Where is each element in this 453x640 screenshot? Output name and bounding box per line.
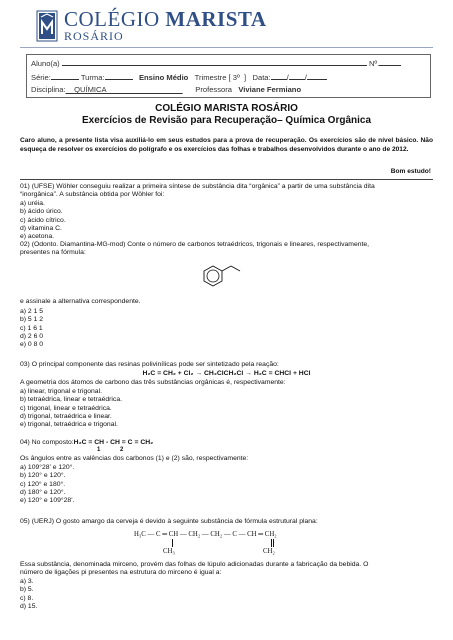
q3-question: A geometria dos átomos de carbono das três substâncias orgânicas é, respectivamente: — [20, 379, 286, 386]
q1-option-c[interactable]: c) ácido cítrico. — [20, 216, 66, 224]
document-subtitle: Exercícios de Revisão para Recuperação– Química Orgânica — [81, 115, 372, 126]
q5-statement: 05) (UERJ) O gosto amargo da cerveja é devido à seguinte substância de fórmula estrutural plana: — [20, 518, 318, 525]
school-city: ROSÁRIO — [64, 29, 124, 43]
date-month-field[interactable] — [289, 71, 305, 80]
myrcene-substituent-1: CH₃ — [163, 548, 175, 555]
q3-option-d[interactable]: d) trigonal, tetraédrica e linear. — [20, 412, 112, 420]
intro-paragraph: Caro aluno, a presente lista visa auxiliá-lo em seus estudos para a prova de recuperação. Os exercícios são de nível básico. Não esqueça de resolver os exercícios do polígrafo e os exercícios das folhas e trabalhos desenvolvidos durante o ano de 2012. — [20, 137, 433, 154]
q4-carbon-label-1: 1 — [97, 447, 101, 453]
school-logo — [36, 8, 267, 43]
q1-option-b[interactable]: b) ácido úrico. — [20, 208, 63, 216]
q2-option-b[interactable]: b) 5 1 2 — [20, 316, 44, 324]
q3-equation: H₂C = CH₂ + Cl₂ → CH₂ClCH₂Cl → H₂C = CHCl + HCl — [142, 370, 311, 377]
q3-option-a[interactable]: a) linear, trigonal e trigonal. — [20, 388, 102, 395]
q4-option-d[interactable]: d) 180° e 120°. — [20, 488, 66, 496]
q3-option-b[interactable]: b) tetraédrica, linear e tetraédrica. — [20, 396, 123, 404]
school-name: COLÉGIO MARISTA — [64, 7, 267, 31]
signoff-text: Bom estudo! — [390, 168, 431, 175]
q1-statement: 01) (UFSE) Wöhler conseguiu realizar a primeira síntese de substância dita “orgânica” a partir de uma substância dita “inorgânica”. A substância obtida por Wöhler foi: — [20, 183, 375, 199]
student-info-box — [26, 54, 431, 98]
q4-statement: 04) No composto:H₂C = CH - CH = C = CH₂ — [20, 439, 154, 446]
intro-divider — [20, 179, 433, 180]
q3-options — [20, 388, 433, 429]
turma-field[interactable] — [105, 71, 133, 80]
q5-option-b[interactable]: b) 5. — [20, 586, 34, 594]
q4-option-b[interactable]: b) 120° e 120°. — [20, 472, 66, 480]
myrcene-bond-2 — [271, 539, 274, 547]
info-row-discipline: Disciplina:__QUÍMICA__________________ Professora Viviane Fermiano — [31, 85, 302, 94]
propylbenzene-structure — [200, 258, 252, 298]
date-day-field[interactable] — [271, 71, 287, 80]
q2-option-a[interactable]: a) 2 1 5 — [20, 308, 44, 315]
q5-question: Essa substância, denominada mirceno, provém das folhas de lúpulo adicionadas durante a fabricação da bebida. O número de ligações pi presentes na estrutura do mirceno é igual a: — [20, 561, 369, 577]
q2-option-d[interactable]: d) 2 6 0 — [20, 332, 44, 340]
q2-options — [20, 308, 433, 349]
q4-compound: H₂C = CH - CH = C = CH₂ — [73, 439, 154, 446]
q4-question: Os ângulos entre as valências dos carbonos (1) e (2) são, respectivamente: — [20, 455, 249, 462]
serie-field[interactable] — [51, 71, 79, 80]
q4-option-e[interactable]: e) 120° e 109°28’. — [20, 497, 75, 505]
student-name-field[interactable] — [62, 57, 367, 66]
info-row-student: Aluno(a) Nº. — [31, 57, 426, 69]
q3-statement: 03) O principal componente das resinas polivinílicas pode ser sintetizado pela reação: — [20, 361, 279, 368]
q3-option-e[interactable]: e) trigonal, tetraédrica e trigonal. — [20, 421, 118, 429]
q5-option-c[interactable]: c) 8. — [20, 594, 34, 602]
q4-options — [20, 464, 433, 505]
q3-option-c[interactable]: c) trigonal, linear e tetraédrica. — [20, 404, 112, 412]
date-year-field[interactable] — [307, 71, 327, 80]
q2-option-e[interactable]: e) 0 8 0 — [20, 341, 44, 349]
q4-carbon-label-2: 2 — [120, 447, 124, 453]
myrcene-bond-1 — [172, 539, 173, 547]
myrcene-structure: H₃C — C ═ CH — CH₂ — CH₂ — C — CH ═ CH₂ — [134, 531, 277, 538]
student-number-field[interactable] — [379, 57, 401, 66]
q1-option-e[interactable]: e) acetona. — [20, 233, 55, 241]
info-row-class: Série: Turma: Ensino Médio Trimestre [ 3º ] Data: / / — [31, 71, 426, 83]
q2-option-c[interactable]: c) 1 6 1 — [20, 324, 43, 332]
q5-option-d[interactable]: d) 15. — [20, 602, 38, 610]
q4-option-c[interactable]: c) 120° e 180°. — [20, 480, 66, 488]
school-emblem-icon — [36, 10, 58, 42]
teacher-name: Viviane Fermiano — [238, 85, 302, 94]
header-divider — [20, 47, 433, 48]
document-title: COLÉGIO MARISTA ROSÁRIO — [155, 103, 298, 114]
level-text: Ensino Médio — [138, 73, 189, 82]
q2-statement: 02) (Odonto. Diamantina-MG-mod) Conte o número de carbonos tetraédricos, trigonais e lineares, respectivamente, presentes na fórmula: — [20, 241, 370, 257]
q1-option-a[interactable]: a) uréia. — [20, 200, 45, 207]
q5-option-a[interactable]: a) 3. — [20, 578, 34, 585]
q2-after-text: e assinale a alternativa correspondente. — [20, 298, 141, 305]
q1-option-d[interactable]: d) vitamina C. — [20, 224, 62, 232]
myrcene-substituent-2: CH₂ — [263, 548, 275, 555]
q1-options — [20, 200, 433, 241]
q4-option-a[interactable]: a) 109°28’ e 120°. — [20, 464, 75, 471]
q5-options — [20, 578, 433, 611]
